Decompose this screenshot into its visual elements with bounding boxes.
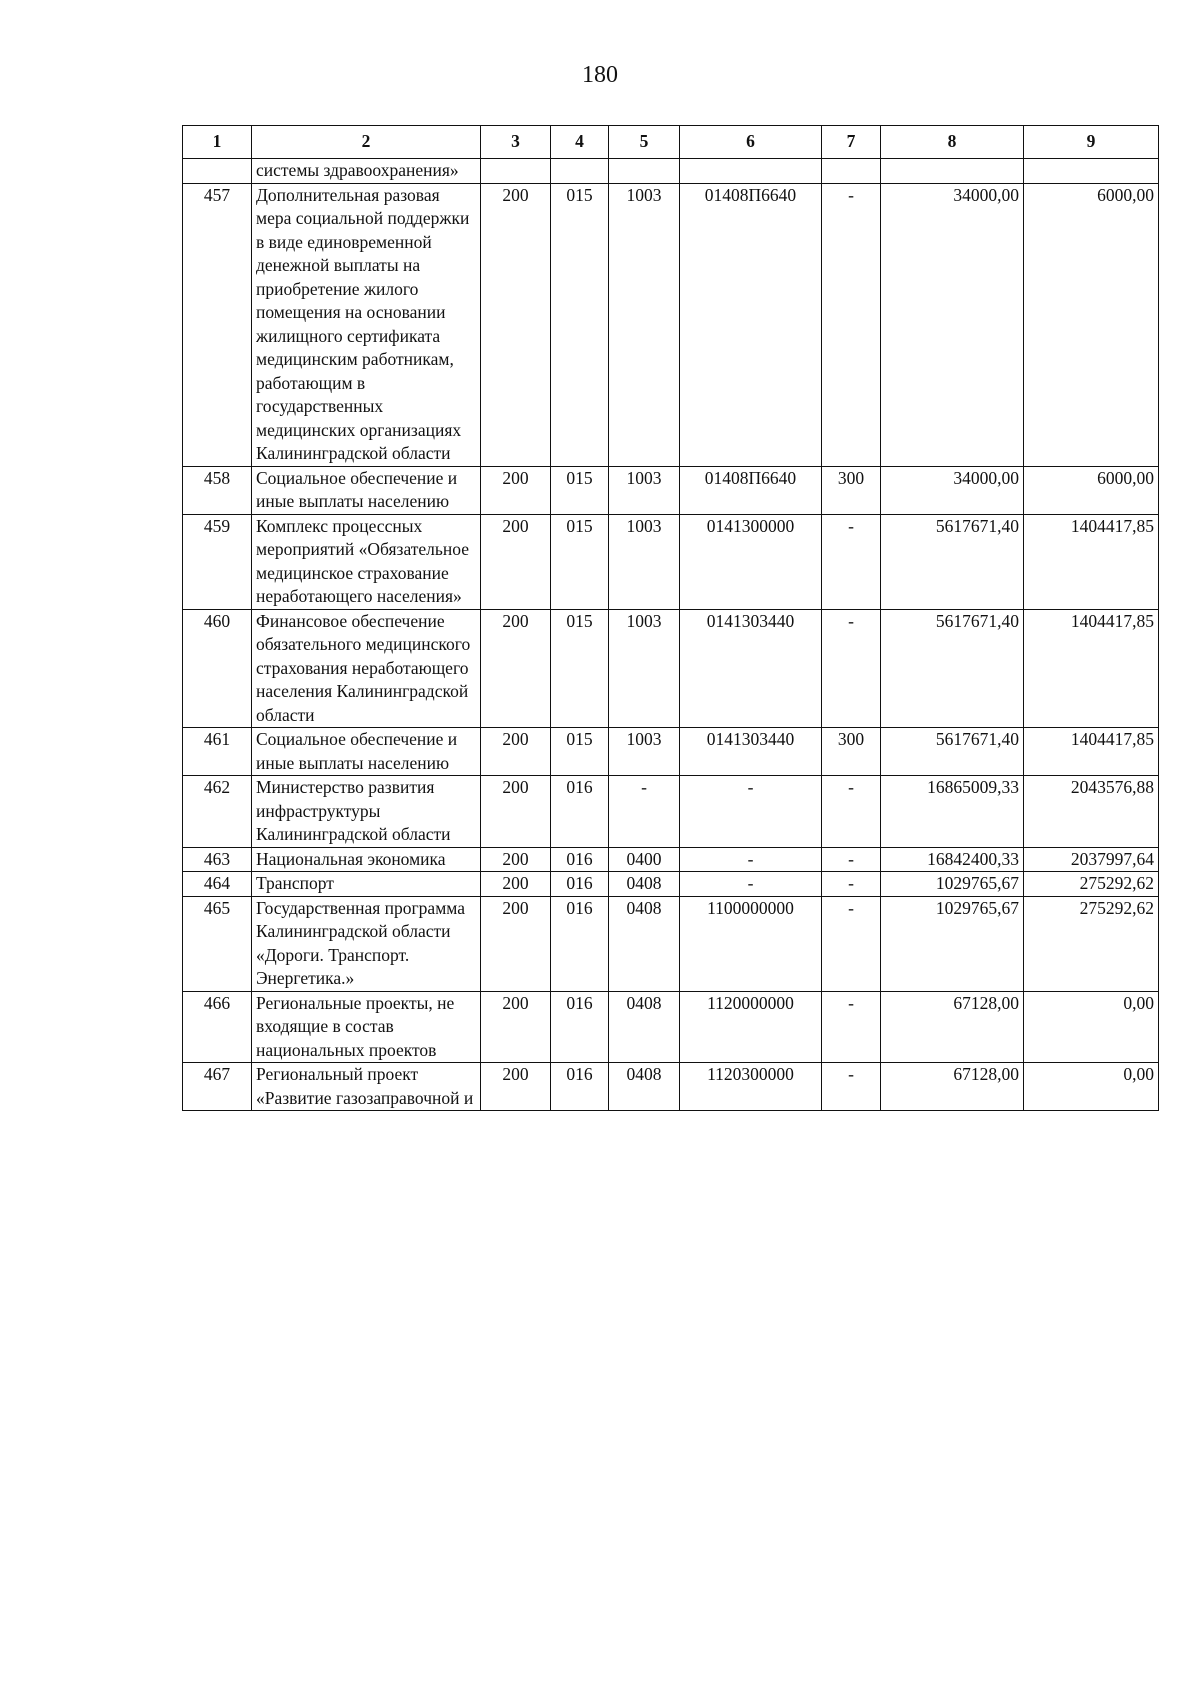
column-header: 3: [481, 126, 551, 159]
column-header: 9: [1024, 126, 1159, 159]
code-7-cell: 300: [822, 728, 881, 776]
item-name-cell: Региональный проект «Развитие газозаправочной и: [252, 1063, 481, 1111]
code-6-cell: -: [680, 847, 822, 872]
code-3-cell: [481, 159, 551, 184]
item-name-cell: Национальная экономика: [252, 847, 481, 872]
amount-9-cell: 275292,62: [1024, 896, 1159, 991]
column-header: 5: [609, 126, 680, 159]
code-4-cell: [551, 159, 609, 184]
row-number-cell: 457: [183, 183, 252, 466]
code-5-cell: 0408: [609, 991, 680, 1063]
table-row: [183, 466, 1159, 514]
item-name-cell: Транспорт: [252, 872, 481, 897]
code-7-cell: [822, 159, 881, 184]
row-number-cell: 460: [183, 609, 252, 728]
amount-8-cell: [881, 159, 1024, 184]
amount-8-cell: 34000,00: [881, 183, 1024, 466]
code-6-cell: 01408П6640: [680, 466, 822, 514]
code-7-cell: -: [822, 896, 881, 991]
code-7-cell: -: [822, 847, 881, 872]
amount-9-cell: 1404417,85: [1024, 609, 1159, 728]
code-4-cell: 015: [551, 728, 609, 776]
table-row: [183, 728, 1159, 776]
amount-9-cell: 2043576,88: [1024, 776, 1159, 848]
code-7-cell: -: [822, 1063, 881, 1111]
code-4-cell: 016: [551, 896, 609, 991]
code-4-cell: 016: [551, 991, 609, 1063]
column-header: 2: [252, 126, 481, 159]
row-number-cell: 467: [183, 1063, 252, 1111]
item-name-cell: системы здравоохранения»: [252, 159, 481, 184]
code-6-cell: 0141300000: [680, 514, 822, 609]
amount-8-cell: 5617671,40: [881, 514, 1024, 609]
code-4-cell: 015: [551, 183, 609, 466]
amount-8-cell: 67128,00: [881, 991, 1024, 1063]
amount-8-cell: 16842400,33: [881, 847, 1024, 872]
code-5-cell: 1003: [609, 183, 680, 466]
code-5-cell: 0408: [609, 1063, 680, 1111]
column-header: 4: [551, 126, 609, 159]
code-5-cell: 1003: [609, 728, 680, 776]
code-3-cell: 200: [481, 466, 551, 514]
code-7-cell: -: [822, 872, 881, 897]
table-row: [183, 847, 1159, 872]
code-3-cell: 200: [481, 183, 551, 466]
item-name-cell: Государственная программа Калининградской области «Дороги. Транспорт. Энергетика.»: [252, 896, 481, 991]
code-5-cell: 0408: [609, 872, 680, 897]
code-3-cell: 200: [481, 1063, 551, 1111]
code-3-cell: 200: [481, 514, 551, 609]
code-7-cell: -: [822, 776, 881, 848]
code-4-cell: 016: [551, 872, 609, 897]
amount-8-cell: 5617671,40: [881, 609, 1024, 728]
item-name-cell: Социальное обеспечение и иные выплаты населению: [252, 466, 481, 514]
code-6-cell: 0141303440: [680, 728, 822, 776]
column-header: 7: [822, 126, 881, 159]
table-row: [183, 183, 1159, 466]
table-row: [183, 609, 1159, 728]
row-number-cell: 461: [183, 728, 252, 776]
table-row: [183, 159, 1159, 184]
item-name-cell: Комплекс процессных мероприятий «Обязательное медицинское страхование неработающего населения»: [252, 514, 481, 609]
code-5-cell: [609, 159, 680, 184]
amount-9-cell: 1404417,85: [1024, 514, 1159, 609]
amount-9-cell: [1024, 159, 1159, 184]
amount-9-cell: 275292,62: [1024, 872, 1159, 897]
code-4-cell: 015: [551, 609, 609, 728]
column-header: 8: [881, 126, 1024, 159]
table-row: [183, 896, 1159, 991]
column-header: 6: [680, 126, 822, 159]
amount-8-cell: 67128,00: [881, 1063, 1024, 1111]
row-number-cell: 464: [183, 872, 252, 897]
code-6-cell: 1120000000: [680, 991, 822, 1063]
row-number-cell: [183, 159, 252, 184]
code-4-cell: 016: [551, 847, 609, 872]
code-4-cell: 015: [551, 514, 609, 609]
page-number: 180: [582, 62, 618, 88]
amount-8-cell: 16865009,33: [881, 776, 1024, 848]
item-name-cell: Министерство развития инфраструктуры Калининградской области: [252, 776, 481, 848]
code-4-cell: 015: [551, 466, 609, 514]
code-3-cell: 200: [481, 896, 551, 991]
amount-9-cell: 0,00: [1024, 991, 1159, 1063]
row-number-cell: 458: [183, 466, 252, 514]
code-6-cell: -: [680, 776, 822, 848]
code-6-cell: [680, 159, 822, 184]
item-name-cell: Социальное обеспечение и иные выплаты населению: [252, 728, 481, 776]
amount-8-cell: 5617671,40: [881, 728, 1024, 776]
code-5-cell: 1003: [609, 514, 680, 609]
amount-8-cell: 1029765,67: [881, 872, 1024, 897]
code-6-cell: 0141303440: [680, 609, 822, 728]
table-row: [183, 872, 1159, 897]
code-7-cell: 300: [822, 466, 881, 514]
table-row: [183, 1063, 1159, 1111]
row-number-cell: 463: [183, 847, 252, 872]
row-number-cell: 466: [183, 991, 252, 1063]
code-6-cell: 1120300000: [680, 1063, 822, 1111]
code-6-cell: -: [680, 872, 822, 897]
row-number-cell: 462: [183, 776, 252, 848]
code-7-cell: -: [822, 183, 881, 466]
header-row: [183, 126, 1159, 159]
item-name-cell: Финансовое обеспечение обязательного медицинского страхования неработающего населения Калининградской области: [252, 609, 481, 728]
amount-9-cell: 6000,00: [1024, 466, 1159, 514]
code-7-cell: -: [822, 609, 881, 728]
code-5-cell: 1003: [609, 466, 680, 514]
amount-9-cell: 0,00: [1024, 1063, 1159, 1111]
code-3-cell: 200: [481, 609, 551, 728]
code-5-cell: 0408: [609, 896, 680, 991]
code-3-cell: 200: [481, 872, 551, 897]
amount-9-cell: 6000,00: [1024, 183, 1159, 466]
code-5-cell: -: [609, 776, 680, 848]
budget-table: [182, 125, 1159, 1111]
column-header: 1: [183, 126, 252, 159]
amount-8-cell: 1029765,67: [881, 896, 1024, 991]
code-6-cell: 01408П6640: [680, 183, 822, 466]
code-7-cell: -: [822, 514, 881, 609]
code-3-cell: 200: [481, 991, 551, 1063]
item-name-cell: Дополнительная разовая мера социальной поддержки в виде единовременной денежной выплаты на приобретение жилого помещения на основании жилищного сертификата медицинским работникам, работающим в государственных медицинских организациях Калининградской области: [252, 183, 481, 466]
table-row: [183, 776, 1159, 848]
code-6-cell: 1100000000: [680, 896, 822, 991]
code-3-cell: 200: [481, 847, 551, 872]
amount-8-cell: 34000,00: [881, 466, 1024, 514]
code-5-cell: 0400: [609, 847, 680, 872]
amount-9-cell: 1404417,85: [1024, 728, 1159, 776]
code-3-cell: 200: [481, 776, 551, 848]
code-7-cell: -: [822, 991, 881, 1063]
code-4-cell: 016: [551, 1063, 609, 1111]
table-row: [183, 991, 1159, 1063]
code-3-cell: 200: [481, 728, 551, 776]
row-number-cell: 465: [183, 896, 252, 991]
table-row: [183, 514, 1159, 609]
row-number-cell: 459: [183, 514, 252, 609]
code-4-cell: 016: [551, 776, 609, 848]
item-name-cell: Региональные проекты, не входящие в состав национальных проектов: [252, 991, 481, 1063]
code-5-cell: 1003: [609, 609, 680, 728]
amount-9-cell: 2037997,64: [1024, 847, 1159, 872]
